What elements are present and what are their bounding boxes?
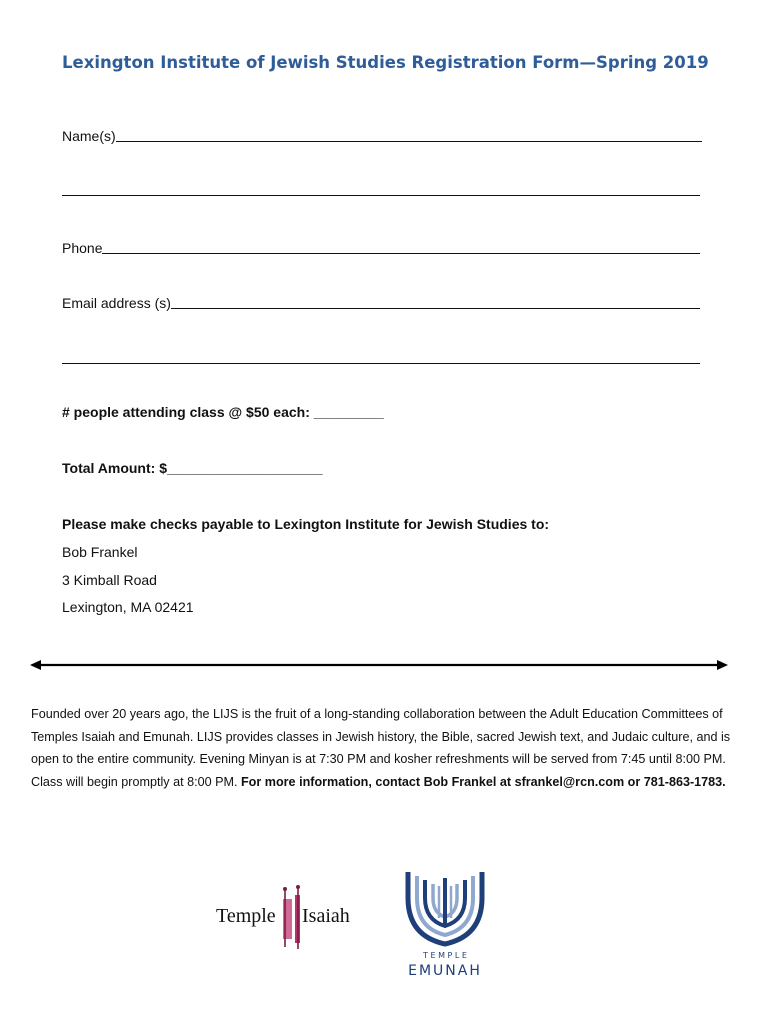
payee-street: 3 Kimball Road bbox=[62, 572, 157, 588]
temple-isaiah-logo bbox=[212, 885, 362, 950]
menorah-icon bbox=[408, 872, 482, 944]
payee-name: Bob Frankel bbox=[62, 544, 138, 560]
about-paragraph bbox=[31, 703, 745, 793]
email-line[interactable] bbox=[171, 308, 700, 309]
isaiah-logo-word-temple: Temple bbox=[216, 905, 276, 927]
names-field[interactable] bbox=[62, 124, 702, 144]
torah-scroll-icon bbox=[283, 885, 300, 949]
names-line[interactable] bbox=[116, 141, 702, 142]
phone-field[interactable] bbox=[62, 236, 700, 256]
payment-instruction: Please make checks payable to Lexington Institute for Jewish Studies to: bbox=[62, 516, 550, 532]
divider-arrow bbox=[30, 656, 728, 674]
people-count-field[interactable]: # people attending class @ $50 each: _________ bbox=[62, 404, 384, 420]
about-text: Founded over 20 years ago, the LIJS is the fruit of a long-standing collaboration between the Adult Education Committees of Temples Isaiah and Emunah. LIJS provides classes in Jewish history, the Bible, sacred Jewish text, and Judaic culture, and is open to the entire community. Evening Minyan is at 7:30 PM and kosher refreshments will be served from 7:45 until 8:00 PM. Class will begin promptly at 8:00 PM. bbox=[31, 707, 731, 789]
email-field[interactable] bbox=[62, 291, 700, 311]
email-label: Email address (s) bbox=[62, 295, 171, 311]
temple-emunah-logo bbox=[398, 868, 492, 978]
total-amount-field[interactable]: Total Amount: $____________________ bbox=[62, 460, 323, 476]
isaiah-logo-word-isaiah: Isaiah bbox=[302, 905, 350, 927]
emunah-logo-word-temple: T E M P L E bbox=[423, 951, 467, 960]
names-line-2[interactable] bbox=[62, 195, 700, 196]
email-line-2[interactable] bbox=[62, 363, 700, 364]
phone-line[interactable] bbox=[102, 253, 700, 254]
names-label: Name(s) bbox=[62, 128, 116, 144]
form-title: Lexington Institute of Jewish Studies Registration Form—Spring 2019 bbox=[62, 53, 709, 72]
contact-info: For more information, contact Bob Frankel at sfrankel@rcn.com or 781-863-1783. bbox=[240, 774, 726, 789]
emunah-logo-word-emunah: EMUNAH bbox=[408, 963, 482, 978]
phone-label: Phone bbox=[62, 240, 103, 256]
payee-city: Lexington, MA 02421 bbox=[62, 599, 194, 615]
